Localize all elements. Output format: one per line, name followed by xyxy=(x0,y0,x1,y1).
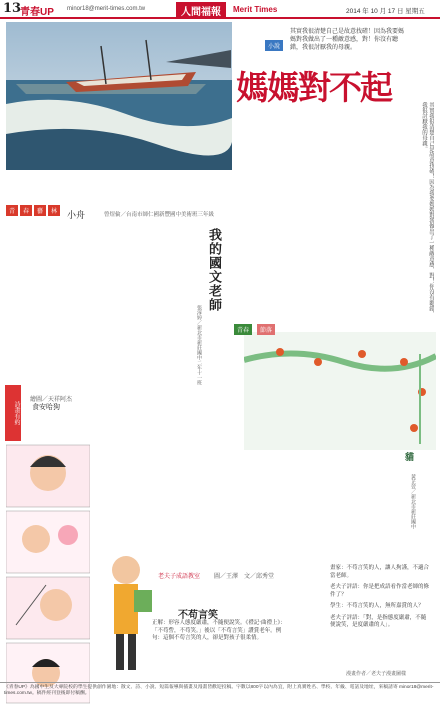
poem-title: 貓 xyxy=(403,452,413,461)
newspaper-logo: 人間福報 xyxy=(176,2,226,19)
lesson-credit: 圖／王澤 文／邱秀堂 xyxy=(214,574,275,580)
painting-title: 小舟 xyxy=(67,211,86,221)
genre-tag: 小說 xyxy=(265,40,283,51)
section-title: 青春UP xyxy=(20,7,54,18)
painting-small-boat xyxy=(6,22,232,170)
story-title: 媽媽對不起 xyxy=(236,68,391,107)
idiom-dialogue xyxy=(330,565,430,634)
dialogue-line: 老夫子評語：你是把成語看作當老師的條件了？ xyxy=(330,584,430,598)
idiom-explanation: 正解：形容人態度嚴肅，不隨便說笑。《禮記·曲禮上》：「不苟訾，不苟笑。」後以「不苟言笑」讚賞老年。例句：這個不苟言笑的人，卻是對孩子很柔情。 xyxy=(152,620,286,641)
essay2-title: 我的國文老師 xyxy=(206,228,221,312)
page-number: 13 xyxy=(3,1,22,16)
issue-date: 2014 年 10 月 17 日 星期五 xyxy=(346,8,425,15)
comic-tab: 詩畫有約 xyxy=(5,385,21,441)
left-column-body xyxy=(6,226,90,376)
painting-credit: 曾煜倫／台南市師仁國新豐國中美術班三年級 xyxy=(104,212,215,218)
tag-char: 青 xyxy=(6,205,18,216)
tag-char: 藝 xyxy=(34,205,46,216)
essay2-byline: 張淳婷／新北市新莊國中二年十一班 xyxy=(196,305,202,385)
poem-author: 黃芷萱／新北市新莊國中 xyxy=(410,474,416,529)
tag-char: 春 xyxy=(20,205,32,216)
story-intro: 其實我很清楚自己是故意找碴！因為我要媽媽對我做出了一種敵意感，對！你沒有聽錯，我很討厭我的母親。 xyxy=(290,28,405,51)
poem-tag-1: 青春 xyxy=(234,324,252,335)
old-master-illustration xyxy=(100,550,156,680)
poem-body xyxy=(236,452,396,562)
dialogue-line: 老夫子評語：「對，是指態度嚴肅，不隨便說笑，是度嚴肅的人」。 xyxy=(330,614,427,628)
comic-artist: 繪圖／天祥阿杰 xyxy=(30,397,73,403)
poem-illustration xyxy=(244,332,436,450)
submission-notice: 《青春UP》為國中生及大專院校的學生提供創作園地：散文、詩、小說、短篇報導與插畫及漫畫皆歡迎投稿。字數以800字以內為宜，附上真實姓名、學校、年級、電話及地址，來稿請寄 minor18@merit-times.com.tw。稿件經刊登後即付稿酬。 xyxy=(0,682,440,709)
comic-name: 食安哈狗 xyxy=(32,403,60,411)
story-body xyxy=(236,102,434,318)
idiom-title: 不苟言笑 xyxy=(178,610,218,621)
essay2-body xyxy=(92,228,192,558)
contact-url[interactable]: minor18@merit-times.com.tw xyxy=(67,6,146,12)
dialogue-credit: 漫畫作者／老夫子漫畫圖樣 xyxy=(346,671,407,677)
dialogue-line: 學生：不苟言笑的人，無所嘉賞的人？ xyxy=(330,603,424,609)
lesson-column-title: 老夫子成語教室 xyxy=(158,574,201,580)
poem-tag-2: 節落 xyxy=(257,324,275,335)
story-intro-repeat: 其實我很清楚自己是故意找碴！因為我要媽媽對我做出了一種敵意感，對！你沒有聽錯，我很討厭我的母親。 xyxy=(421,102,434,317)
newspaper-logo-en: Merit Times xyxy=(233,5,278,14)
art-section-tags xyxy=(6,205,60,216)
dialogue-line: 畫家：不苟言笑的人，讓人拘謹，不適合當老師。 xyxy=(330,565,430,579)
tag-char: 林 xyxy=(48,205,60,216)
